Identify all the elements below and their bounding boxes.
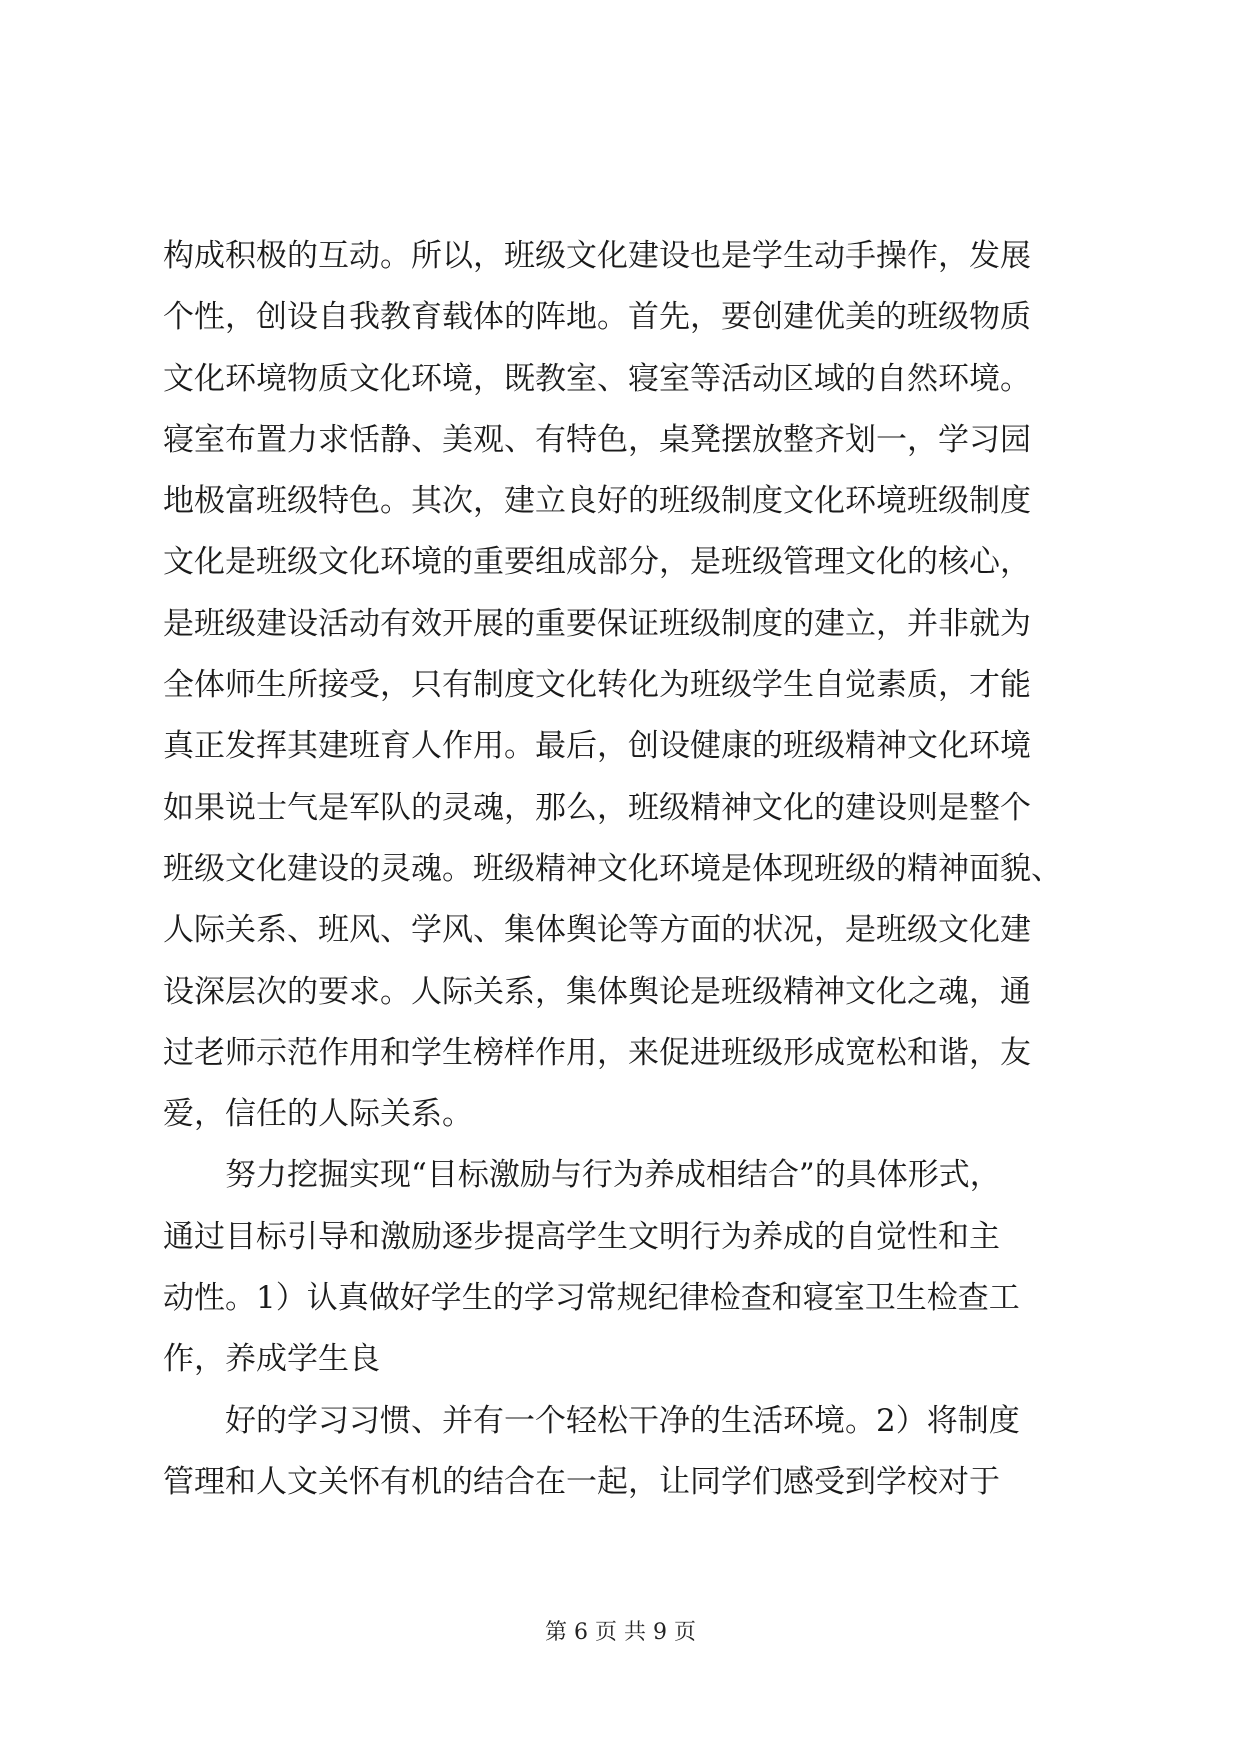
text-line: 地极富班级特色。其次，建立良好的班级制度文化环境班级制度 [163, 483, 1031, 520]
page-number: 第 6 页 共 9 页 [545, 1620, 696, 1645]
text-line: 作，养成学生良 [163, 1341, 380, 1378]
text-line: 是班级建设活动有效开展的重要保证班级制度的建立，并非就为 [163, 605, 1031, 642]
body-text [163, 226, 1093, 1513]
paragraph-first-line: 好的学习习惯、并有一个轻松干净的生活环境。2）将制度 [225, 1402, 1020, 1439]
text-line: 管理和人文关怀有机的结合在一起，让同学们感受到学校对于 [163, 1463, 1000, 1500]
text-line: 文化是班级文化环境的重要组成部分，是班级管理文化的核心， [163, 544, 1031, 581]
page-footer [0, 1618, 1241, 1648]
paragraph-first-line: 努力挖掘实现“目标激励与行为养成相结合”的具体形式， [225, 1157, 1001, 1194]
text-line: 个性，创设自我教育载体的阵地。首先，要创建优美的班级物质 [163, 299, 1031, 336]
text-line: 如果说士气是军队的灵魂，那么，班级精神文化的建设则是整个 [163, 789, 1031, 826]
text-line: 文化环境物质文化环境，既教室、寝室等活动区域的自然环境。 [163, 360, 1031, 397]
text-line: 班级文化建设的灵魂。班级精神文化环境是体现班级的精神面貌、 [163, 850, 1062, 887]
text-line: 通过目标引导和激励逐步提高学生文明行为养成的自觉性和主 [163, 1218, 1000, 1255]
text-line: 爱，信任的人际关系。 [163, 1096, 473, 1133]
text-line: 设深层次的要求。人际关系，集体舆论是班级精神文化之魂，通 [163, 973, 1031, 1010]
text-line: 寝室布置力求恬静、美观、有特色，桌凳摆放整齐划一，学习园 [163, 421, 1031, 458]
text-line: 动性。1）认真做好学生的学习常规纪律检查和寝室卫生检查工 [163, 1280, 1020, 1317]
text-line: 人际关系、班风、学风、集体舆论等方面的状况，是班级文化建 [163, 912, 1031, 949]
text-line: 真正发挥其建班育人作用。最后，创设健康的班级精神文化环境 [163, 728, 1031, 765]
text-line: 构成积极的互动。所以，班级文化建设也是学生动手操作，发展 [163, 238, 1031, 274]
text-line: 过老师示范作用和学生榜样作用，来促进班级形成宽松和谐，友 [163, 1034, 1031, 1071]
text-line: 全体师生所接受，只有制度文化转化为班级学生自觉素质，才能 [163, 667, 1031, 704]
